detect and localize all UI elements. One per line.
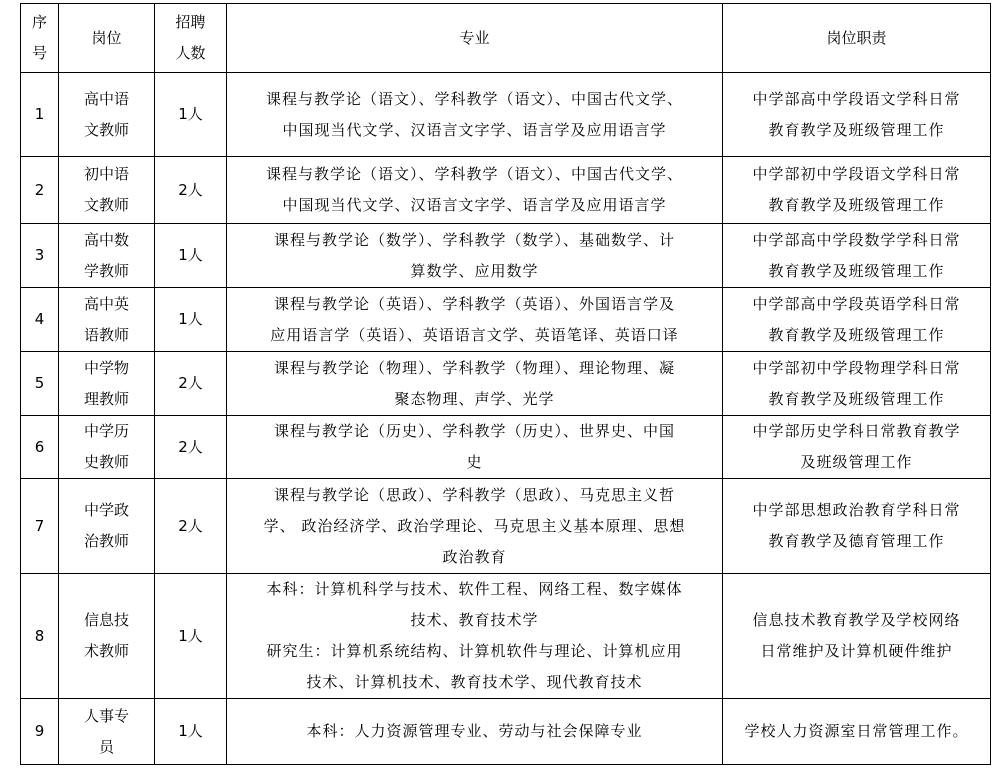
table-row: [21, 352, 991, 416]
table-row: [21, 574, 991, 699]
row-count: 2人: [155, 479, 227, 574]
row-count: 1人: [155, 73, 227, 157]
header-duty: 岗位职责: [723, 4, 991, 73]
row-major: 课程与教学论（历史）、学科教学（历史）、世界史、中国 史: [227, 416, 723, 479]
row-position: 中学历 史教师: [59, 416, 155, 479]
row-major: 课程与教学论（物理）、学科教学（物理）、理论物理、凝 聚态物理、声学、光学: [227, 352, 723, 416]
row-position: 高中语 文教师: [59, 73, 155, 157]
row-count: 1人: [155, 574, 227, 699]
row-major: 课程与教学论（数学）、学科教学（数学）、基础数学、计 算数学、应用数学: [227, 224, 723, 288]
row-position: 人事专 员: [59, 699, 155, 765]
row-position: 中学物 理教师: [59, 352, 155, 416]
row-duty: 中学部高中学段语文学科日常 教育教学及班级管理工作: [723, 73, 991, 157]
row-count: 2人: [155, 416, 227, 479]
row-seq: 1: [21, 73, 59, 157]
header-position: 岗位: [59, 4, 155, 73]
row-position: 信息技 术教师: [59, 574, 155, 699]
table-row: [21, 157, 991, 224]
table-row: [21, 416, 991, 479]
row-count: 1人: [155, 288, 227, 352]
row-count: 2人: [155, 352, 227, 416]
row-position: 初中语 文教师: [59, 157, 155, 224]
row-duty: 中学部历史学科日常教育教学 及班级管理工作: [723, 416, 991, 479]
header-row: [21, 4, 991, 73]
row-seq: 4: [21, 288, 59, 352]
row-seq: 5: [21, 352, 59, 416]
table-row: [21, 73, 991, 157]
row-count: 2人: [155, 157, 227, 224]
row-major: 课程与教学论（思政）、学科教学（思政）、马克思主义哲 学、 政治经济学、政治学理论、马克思主义基本原理、思想 政治教育: [227, 479, 723, 574]
row-count: 1人: [155, 224, 227, 288]
row-duty: 信息技术教育教学及学校网络 日常维护及计算机硬件维护: [723, 574, 991, 699]
row-duty: 中学部思想政治教育学科日常 教育教学及德育管理工作: [723, 479, 991, 574]
row-major: 课程与教学论（英语）、学科教学（英语）、外国语言学及 应用语言学（英语）、英语语言文学、英语笔译、英语口译: [227, 288, 723, 352]
header-seq: 序 号: [21, 4, 59, 73]
table-row: [21, 224, 991, 288]
row-position: 高中数 学教师: [59, 224, 155, 288]
row-position: 中学政 治教师: [59, 479, 155, 574]
row-seq: 8: [21, 574, 59, 699]
row-major: 本科：计算机科学与技术、软件工程、网络工程、数字媒体 技术、教育技术学 研究生：计算机系统结构、计算机软件与理论、计算机应用 技术、计算机技术、教育技术学、现代教育技术: [227, 574, 723, 699]
row-position: 高中英 语教师: [59, 288, 155, 352]
row-seq: 7: [21, 479, 59, 574]
row-seq: 6: [21, 416, 59, 479]
table-row: [21, 288, 991, 352]
row-major: 课程与教学论（语文）、学科教学（语文）、中国古代文学、 中国现当代文学、汉语言文字学、语言学及应用语言学: [227, 157, 723, 224]
row-major: 课程与教学论（语文）、学科教学（语文）、中国古代文学、 中国现当代文学、汉语言文字学、语言学及应用语言学: [227, 73, 723, 157]
table-row: [21, 699, 991, 765]
row-count: 1人: [155, 699, 227, 765]
row-duty: 中学部初中学段物理学科日常 教育教学及班级管理工作: [723, 352, 991, 416]
row-duty: 中学部高中学段英语学科日常 教育教学及班级管理工作: [723, 288, 991, 352]
row-duty: 学校人力资源室日常管理工作。: [723, 699, 991, 765]
recruitment-table: [20, 3, 991, 765]
table-row: [21, 479, 991, 574]
row-duty: 中学部初中学段语文学科日常 教育教学及班级管理工作: [723, 157, 991, 224]
row-seq: 2: [21, 157, 59, 224]
row-duty: 中学部高中学段数学学科日常 教育教学及班级管理工作: [723, 224, 991, 288]
row-seq: 3: [21, 224, 59, 288]
header-major: 专业: [227, 4, 723, 73]
row-seq: 9: [21, 699, 59, 765]
row-major: 本科：人力资源管理专业、劳动与社会保障专业: [227, 699, 723, 765]
header-count: 招聘 人数: [155, 4, 227, 73]
